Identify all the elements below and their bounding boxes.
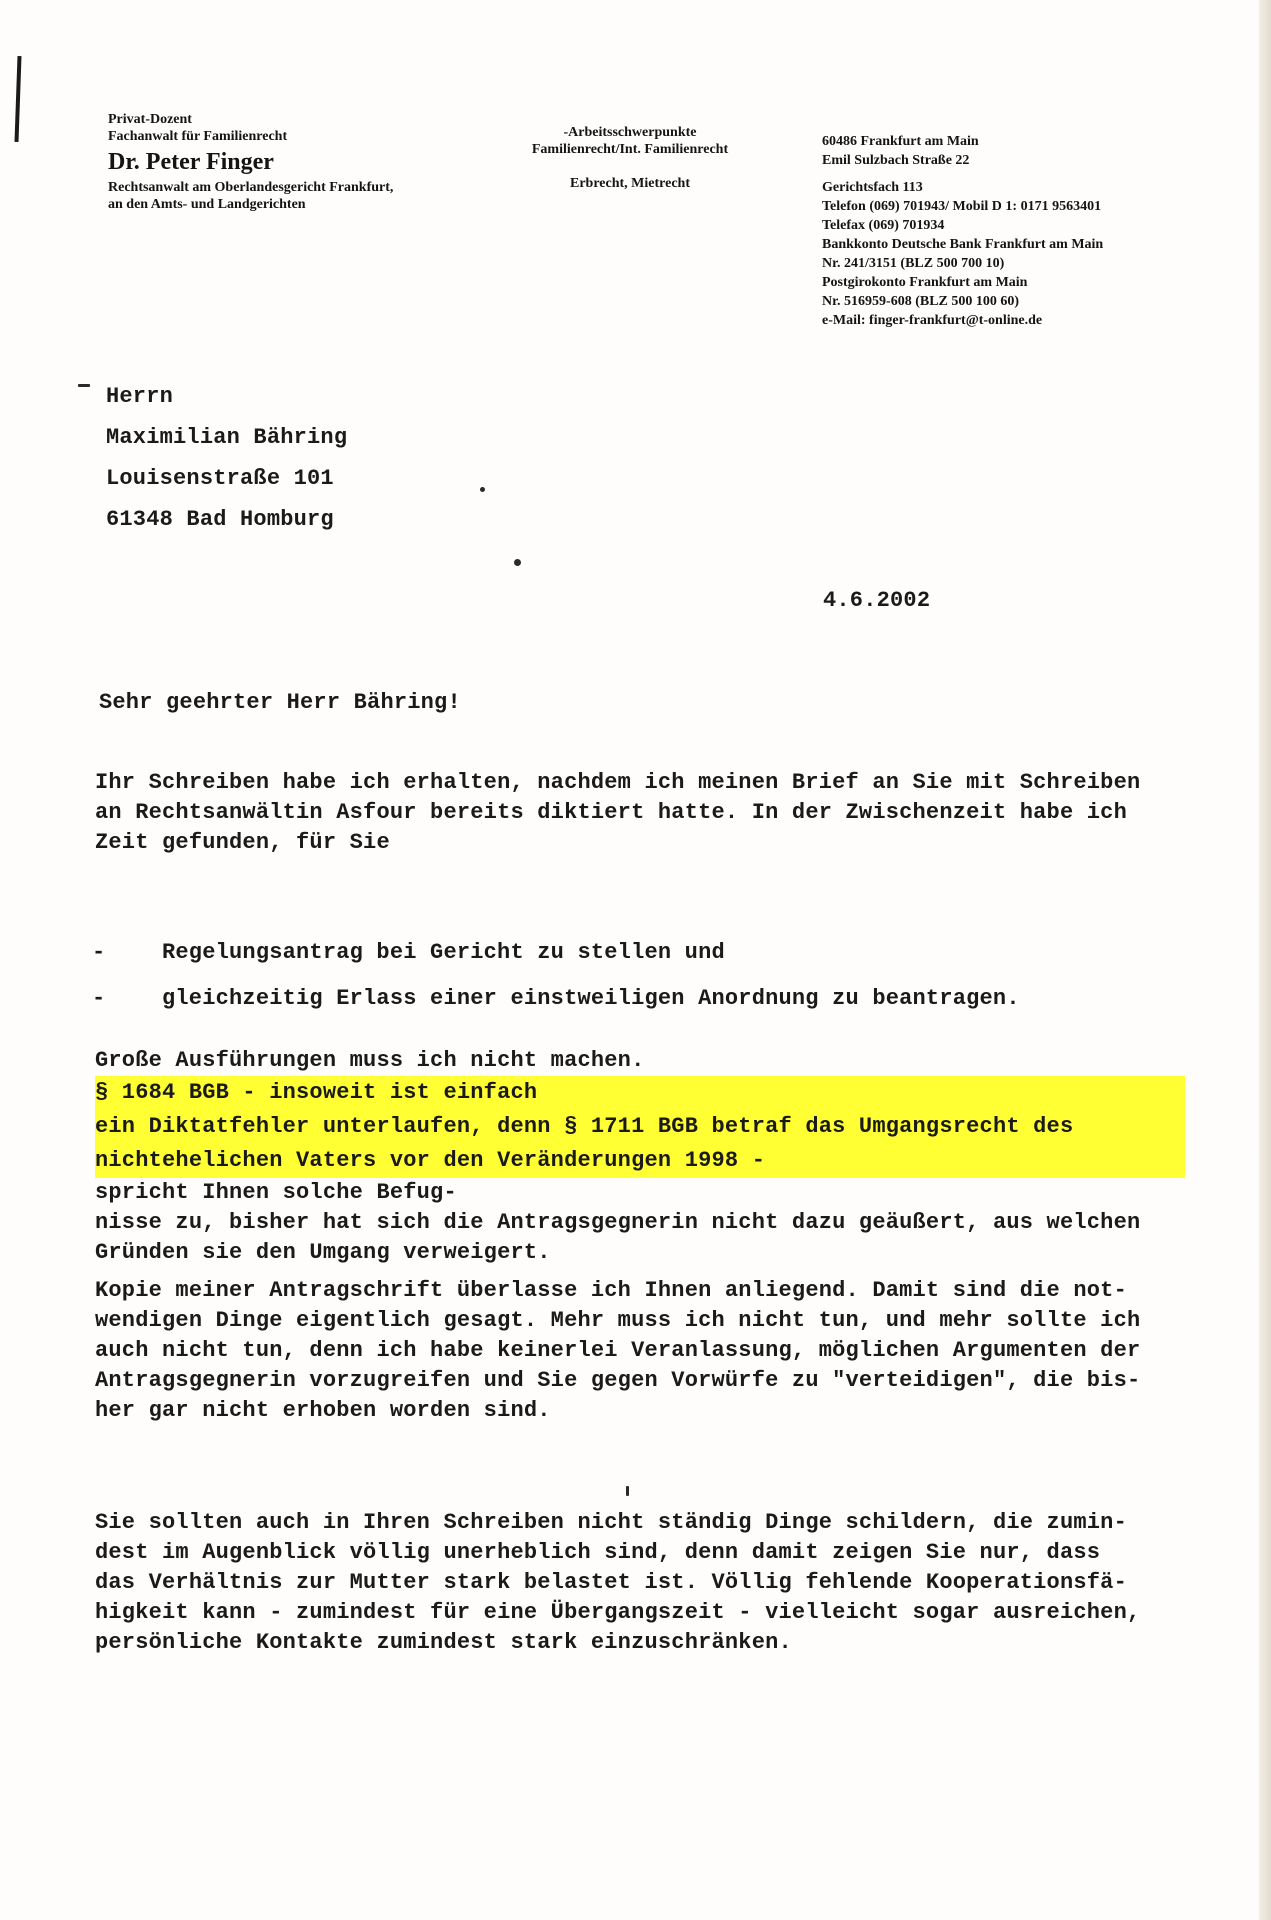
paragraph-4: [95, 1508, 1185, 1658]
paragraph-line: persönliche Kontakte zumindest stark einzuschränken.: [95, 1630, 792, 1655]
letterhead-left: [108, 112, 488, 213]
letterhead-title: Privat-Dozent: [108, 112, 192, 127]
letterhead-courts: an den Amts- und Landgerichten: [108, 196, 306, 212]
paragraph-line: [95, 1110, 1185, 1144]
paragraph-text: spricht Ihnen solche Befug-: [95, 1180, 457, 1205]
paragraph-1: [95, 768, 1185, 858]
focus-inheritance-law: Erbrecht, Mietrecht: [570, 176, 690, 192]
letterhead-right: [822, 132, 1242, 330]
letterhead-name: Dr. Peter Finger: [108, 149, 274, 176]
salutation: Sehr geehrter Herr Bähring!: [99, 690, 461, 715]
recipient-city: 61348 Bad Homburg: [106, 507, 334, 532]
bullet-item: [92, 930, 1020, 976]
recipient-street: Louisenstraße 101: [106, 466, 334, 491]
letter-date: 4.6.2002: [823, 588, 931, 613]
paragraph-3: [95, 1276, 1185, 1426]
recipient-name: Maximilian Bähring: [106, 425, 348, 450]
paragraph-line: Kopie meiner Antragschrift überlasse ich Ihnen anliegend. Damit sind die not-: [95, 1278, 1127, 1303]
bullet-text: Regelungsantrag bei Gericht zu stellen und: [162, 940, 725, 965]
paragraph-line: her gar nicht erhoben worden sind.: [95, 1398, 551, 1423]
letterhead-court: Rechtsanwalt am Oberlandesgericht Frankfurt,: [108, 180, 394, 196]
paragraph-line: dest im Augenblick völlig unerheblich sind, denn damit zeigen Sie nur, dass: [95, 1540, 1101, 1565]
office-city: 60486 Frankfurt am Main: [822, 134, 979, 149]
highlighted-text: § 1684 BGB - insoweit ist einfach: [95, 1076, 1185, 1110]
court-box: Gerichtsfach 113: [822, 180, 923, 195]
scan-speck: [78, 384, 90, 387]
postal-account: Postgirokonto Frankfurt am Main: [822, 275, 1028, 290]
paragraph-line: Zeit gefunden, für Sie: [95, 830, 390, 855]
paper-edge: [1259, 0, 1271, 1920]
bullet-list: [92, 930, 1020, 1022]
highlighted-text: ein Diktatfehler unterlaufen, denn § 1711 BGB betraf das Umgangsrecht des: [95, 1110, 1185, 1144]
paragraph-line: Antragsgegnerin vorzugreifen und Sie gegen Vorwürfe zu "verteidigen", die bis-: [95, 1368, 1141, 1393]
paragraph-2: [95, 1046, 1185, 1268]
scan-edge-mark: [15, 56, 22, 142]
paragraph-line: wendigen Dinge eigentlich gesagt. Mehr muss ich nicht tun, und mehr sollte ich: [95, 1308, 1141, 1333]
bullet-text: gleichzeitig Erlass einer einstweiligen Anordnung zu beantragen.: [162, 986, 1020, 1011]
scan-speck: [626, 1486, 629, 1496]
bank-number: Nr. 241/3151 (BLZ 500 700 10): [822, 256, 1005, 271]
paragraph-line: Sie sollten auch in Ihren Schreiben nicht ständig Dinge schildern, die zumin-: [95, 1510, 1127, 1535]
scan-speck: [514, 559, 521, 566]
letterhead-specialty: Fachanwalt für Familienrecht: [108, 128, 288, 144]
paragraph-line: Ihr Schreiben habe ich erhalten, nachdem ich meinen Brief an Sie mit Schreiben: [95, 770, 1141, 795]
bullet-dash: -: [92, 986, 106, 1011]
recipient-salutation: Herrn: [106, 384, 174, 409]
focus-family-law: Familienrecht/Int. Familienrecht: [531, 141, 729, 157]
scan-speck: [480, 487, 485, 492]
paragraph-line: das Verhältnis zur Mutter stark belastet ist. Völlig fehlende Kooperationsfä-: [95, 1570, 1127, 1595]
bank-account: Bankkonto Deutsche Bank Frankfurt am Main: [822, 237, 1104, 252]
recipient-address: [106, 376, 347, 540]
postal-number: Nr. 516959-608 (BLZ 500 100 60): [822, 294, 1020, 309]
letterhead-middle: [500, 125, 760, 193]
paragraph-line: nisse zu, bisher hat sich die Antragsgegnerin nicht dazu geäußert, aus welchen: [95, 1210, 1141, 1235]
bullet-item: [92, 976, 1020, 1022]
paragraph-line: [95, 1046, 1185, 1110]
bullet-dash: -: [92, 940, 106, 965]
fax: Telefax (069) 701934: [822, 218, 945, 233]
phone: Telefon (069) 701943/ Mobil D 1: 0171 9563401: [822, 199, 1102, 214]
paragraph-line: [95, 1144, 1185, 1208]
email: e-Mail: finger-frankfurt@t-online.de: [822, 313, 1043, 328]
paragraph-text: Große Ausführungen muss ich nicht machen.: [95, 1048, 645, 1073]
paragraph-line: an Rechtsanwältin Asfour bereits diktiert hatte. In der Zwischenzeit habe ich: [95, 800, 1127, 825]
focus-heading: -Arbeitsschwerpunkte: [563, 125, 697, 140]
paragraph-line: auch nicht tun, denn ich habe keinerlei Veranlassung, möglichen Argumenten der: [95, 1338, 1141, 1363]
paragraph-line: Gründen sie den Umgang verweigert.: [95, 1240, 551, 1265]
paragraph-line: higkeit kann - zumindest für eine Übergangszeit - vielleicht sogar ausreichen,: [95, 1600, 1141, 1625]
highlighted-text: nichtehelichen Vaters vor den Veränderungen 1998 -: [95, 1144, 1185, 1178]
office-street: Emil Sulzbach Straße 22: [822, 153, 970, 168]
